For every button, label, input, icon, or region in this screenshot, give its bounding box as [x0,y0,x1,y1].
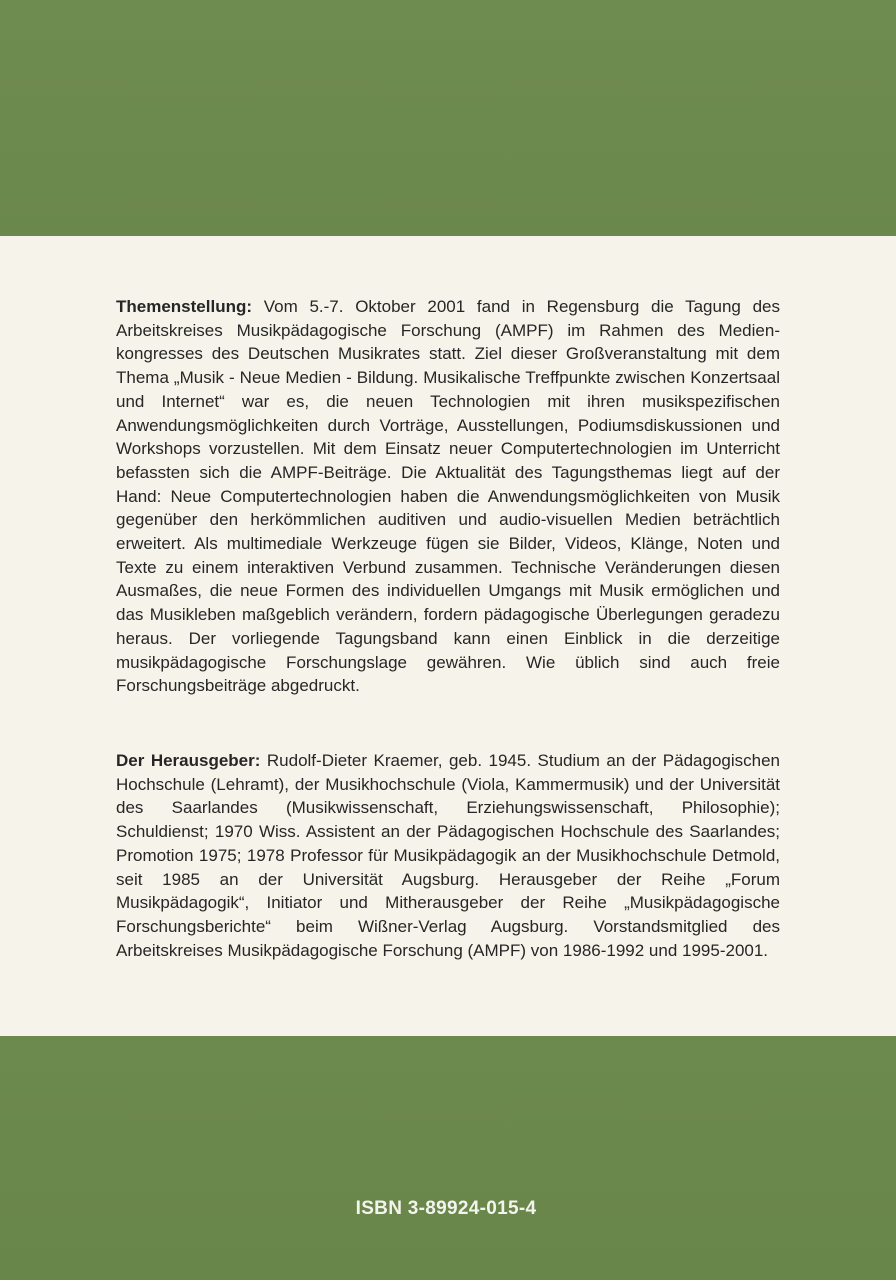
herausgeber-paragraph [116,749,780,962]
herausgeber-text: Rudolf-Dieter Kraemer, geb. 1945. Studium an der Pädagogischen Hochschule (Lehramt), der Musikhochschule (Viola, Kammermusik) und der Universität des Saarlandes (Musikwissenschaft, Erziehungswissenschaft, Philosophie); Schuldienst; 1970 Wiss. Assistent an der Pädagogischen Hochschule des Saarlandes; Promotion 1975; 1978 Professor für Musikpädagogik an der Musikhochschule Detmold, seit 1985 an der Universität Augsburg. Herausgeber der Reihe „Forum Musikpädagogik“, Initiator und Mitherausgeber der Reihe „Musikpädagogische Forschungsberichte“ beim Wißner-Verlag Augsburg. Vorstandsmitglied des Arbeitskreises Musikpädagogische Forschung (AMPF) von 1986-1992 und 1995-2001. [116,751,780,960]
herausgeber-heading: Der Herausgeber: [116,751,261,770]
themenstellung-heading: Themenstellung: [116,297,253,316]
themenstellung-text: Vom 5.-7. Oktober 2001 fand in Regensburg die Tagung des Arbeitskreises Musikpädagogische Forschung (AMPF) im Rahmen des Medienkongresses des Deutschen Musikrates statt. Ziel dieser Großveranstaltung mit dem Thema „Musik - Neue Medien - Bildung. Musikalische Treffpunkte zwischen Konzertsaal und Internet“ war es, die neuen Technologien mit ihren musikspezifischen Anwendungsmöglichkeiten durch Vorträge, Ausstellungen, Podiumsdiskussionen und Workshops vorzustellen. Mit dem Einsatz neuer Computertechnologien im Unterricht befassten sich die AMPF-Beiträge. Die Aktualität des Tagungsthemas liegt auf der Hand: Neue Computertechnologien haben die Anwendungsmöglichkeiten von Musik gegenüber den herkömmlichen auditiven und audio-visuellen Medien beträchtlich erweitert. Als multimediale Werkzeuge fügen sie Bilder, Videos, Klänge, Noten und Texte zu einem interaktiven Verbund zusammen. Technische Veränderungen diesen Ausmaßes, die neue Formen des individuellen Umgangs mit Musik ermöglichen und das Musikleben maßgeblich verändern, fordern pädagogische Überlegungen geradezu heraus. Der vorliegende Tagungsband kann einen Einblick in die derzeitige musikpädagogische Forschungslage gewähren. Wie üblich sind auch freie Forschungsbeiträge abgedruckt. [116,297,780,696]
themenstellung-paragraph [116,295,780,698]
cover-top-band [0,0,896,236]
isbn-label [0,1198,896,1220]
cover-bottom-band [0,1036,896,1280]
isbn-text: ISBN 3-89924-015-4 [355,1198,537,1219]
